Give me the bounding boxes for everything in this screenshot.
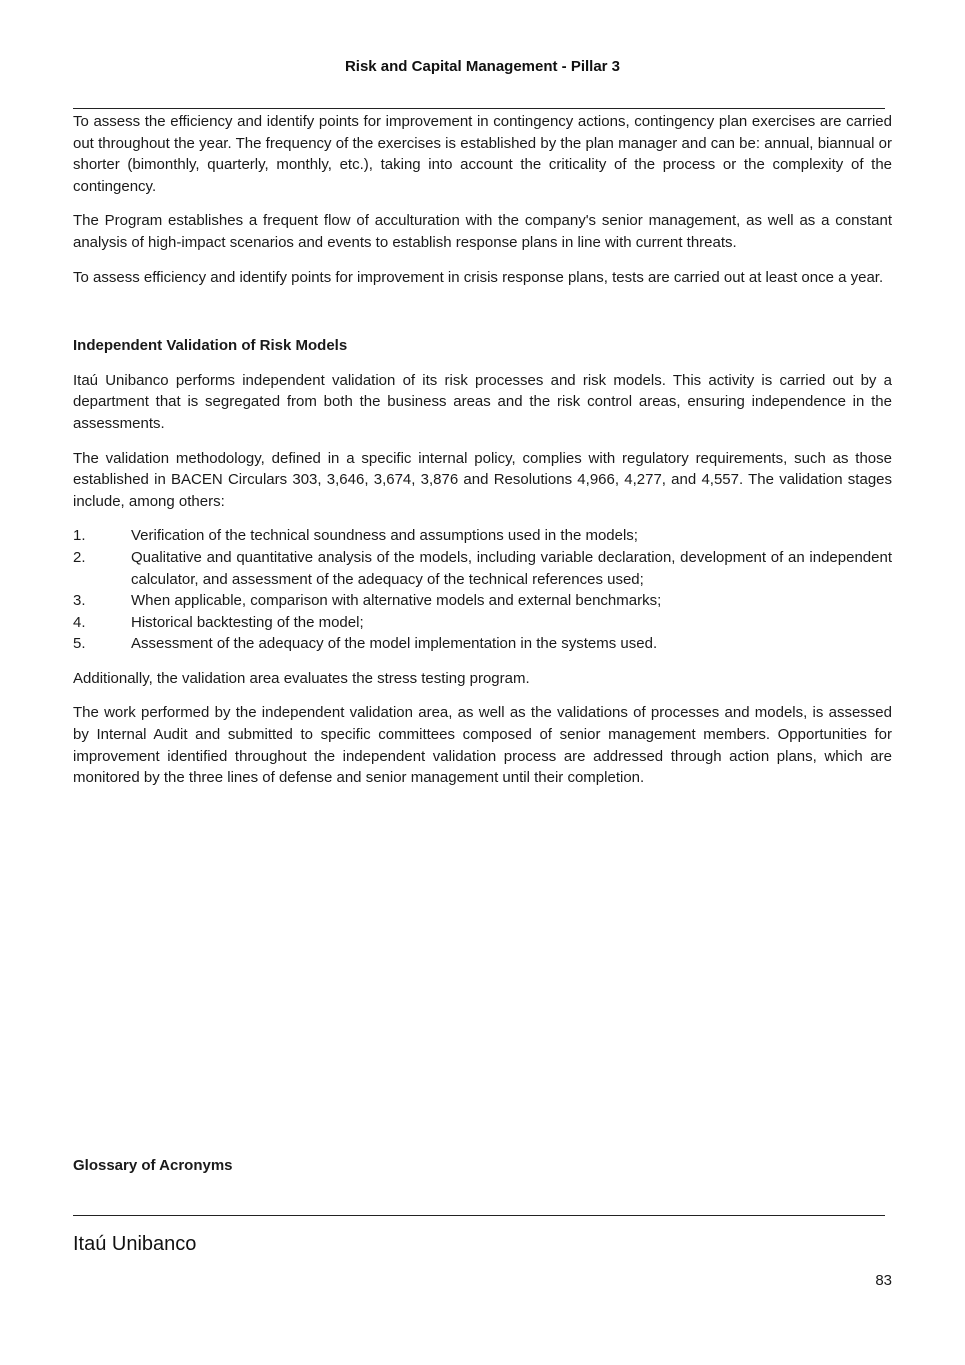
section-heading-independent-validation: Independent Validation of Risk Models xyxy=(73,337,348,355)
section-heading-glossary: Glossary of Acronyms xyxy=(73,1157,233,1174)
validation-stages-list xyxy=(73,525,892,655)
intro-paragraph-2: The Program establishes a frequent flow of acculturation with the company's senior management, as well as a constant analysis of high-impact scenarios and events to establish response plans in line with current threats. xyxy=(73,212,892,251)
list-item-number: 5. xyxy=(73,635,86,653)
footer-brand-name: Itaú Unibanco xyxy=(73,1233,197,1255)
list-item-text: Qualitative and quantitative analysis of the models, including variable declaration, development of an independent calculator, and assessment of the adequacy of the technical references used; xyxy=(131,548,892,588)
validation-paragraph-3: Additionally, the validation area evaluates the stress testing program. xyxy=(73,669,530,687)
validation-paragraph-2: The validation methodology, defined in a specific internal policy, complies with regulatory requirements, such as those established in BACEN Circulars 303, 3,646, 3,674, 3,876 and Resolutions 4,966, 4,277, and 4,557. The validation stages include, among others: xyxy=(73,449,892,510)
list-item xyxy=(73,590,892,612)
validation-paragraph-4: The work performed by the independent validation area, as well as the validations of processes and models, is assessed by Internal Audit and submitted to specific committees composed of senior management members. Opportunities for improvement identified throughout the independent validation process are addressed through action plans, which are monitored by the three lines of defense and senior management until their completion. xyxy=(73,704,892,787)
intro-paragraph-1: To assess the efficiency and identify points for improvement in contingency actions, contingency plan exercises are carried out throughout the year. The frequency of the exercises is established by the plan manager and can be: annual, biannual or shorter (bimonthly, quarterly, monthly, etc.), taking into account the criticality of the process or the complexity of the contingency. xyxy=(73,113,892,195)
list-item xyxy=(73,612,892,634)
intro-paragraph-3: To assess efficiency and identify points for improvement in crisis response plans, tests are carried out at least once a year. xyxy=(73,268,884,286)
list-item-number: 2. xyxy=(73,548,86,566)
validation-paragraph-1: Itaú Unibanco performs independent validation of its risk processes and risk models. This activity is carried out by a department that is segregated from both the business areas and the risk control areas, ensuring independence in the assessments. xyxy=(73,371,892,432)
list-item xyxy=(73,633,892,655)
page-number: 83 xyxy=(875,1272,892,1289)
list-item-text: Verification of the technical soundness and assumptions used in the models; xyxy=(131,527,638,545)
section-spacer xyxy=(73,301,892,335)
list-item-text: Assessment of the adequacy of the model implementation in the systems used. xyxy=(131,635,658,653)
list-item xyxy=(73,547,892,590)
list-item xyxy=(73,525,892,547)
footer-divider xyxy=(73,1215,885,1216)
list-item-number: 1. xyxy=(73,527,86,545)
list-item-number: 4. xyxy=(73,613,86,631)
list-item-number: 3. xyxy=(73,592,86,610)
list-item-text: Historical backtesting of the model; xyxy=(131,613,364,631)
list-item-text: When applicable, comparison with alternative models and external benchmarks; xyxy=(131,592,662,610)
header-divider xyxy=(73,108,885,109)
page-header-title: Risk and Capital Management - Pillar 3 xyxy=(344,58,621,75)
document-body xyxy=(73,111,892,802)
